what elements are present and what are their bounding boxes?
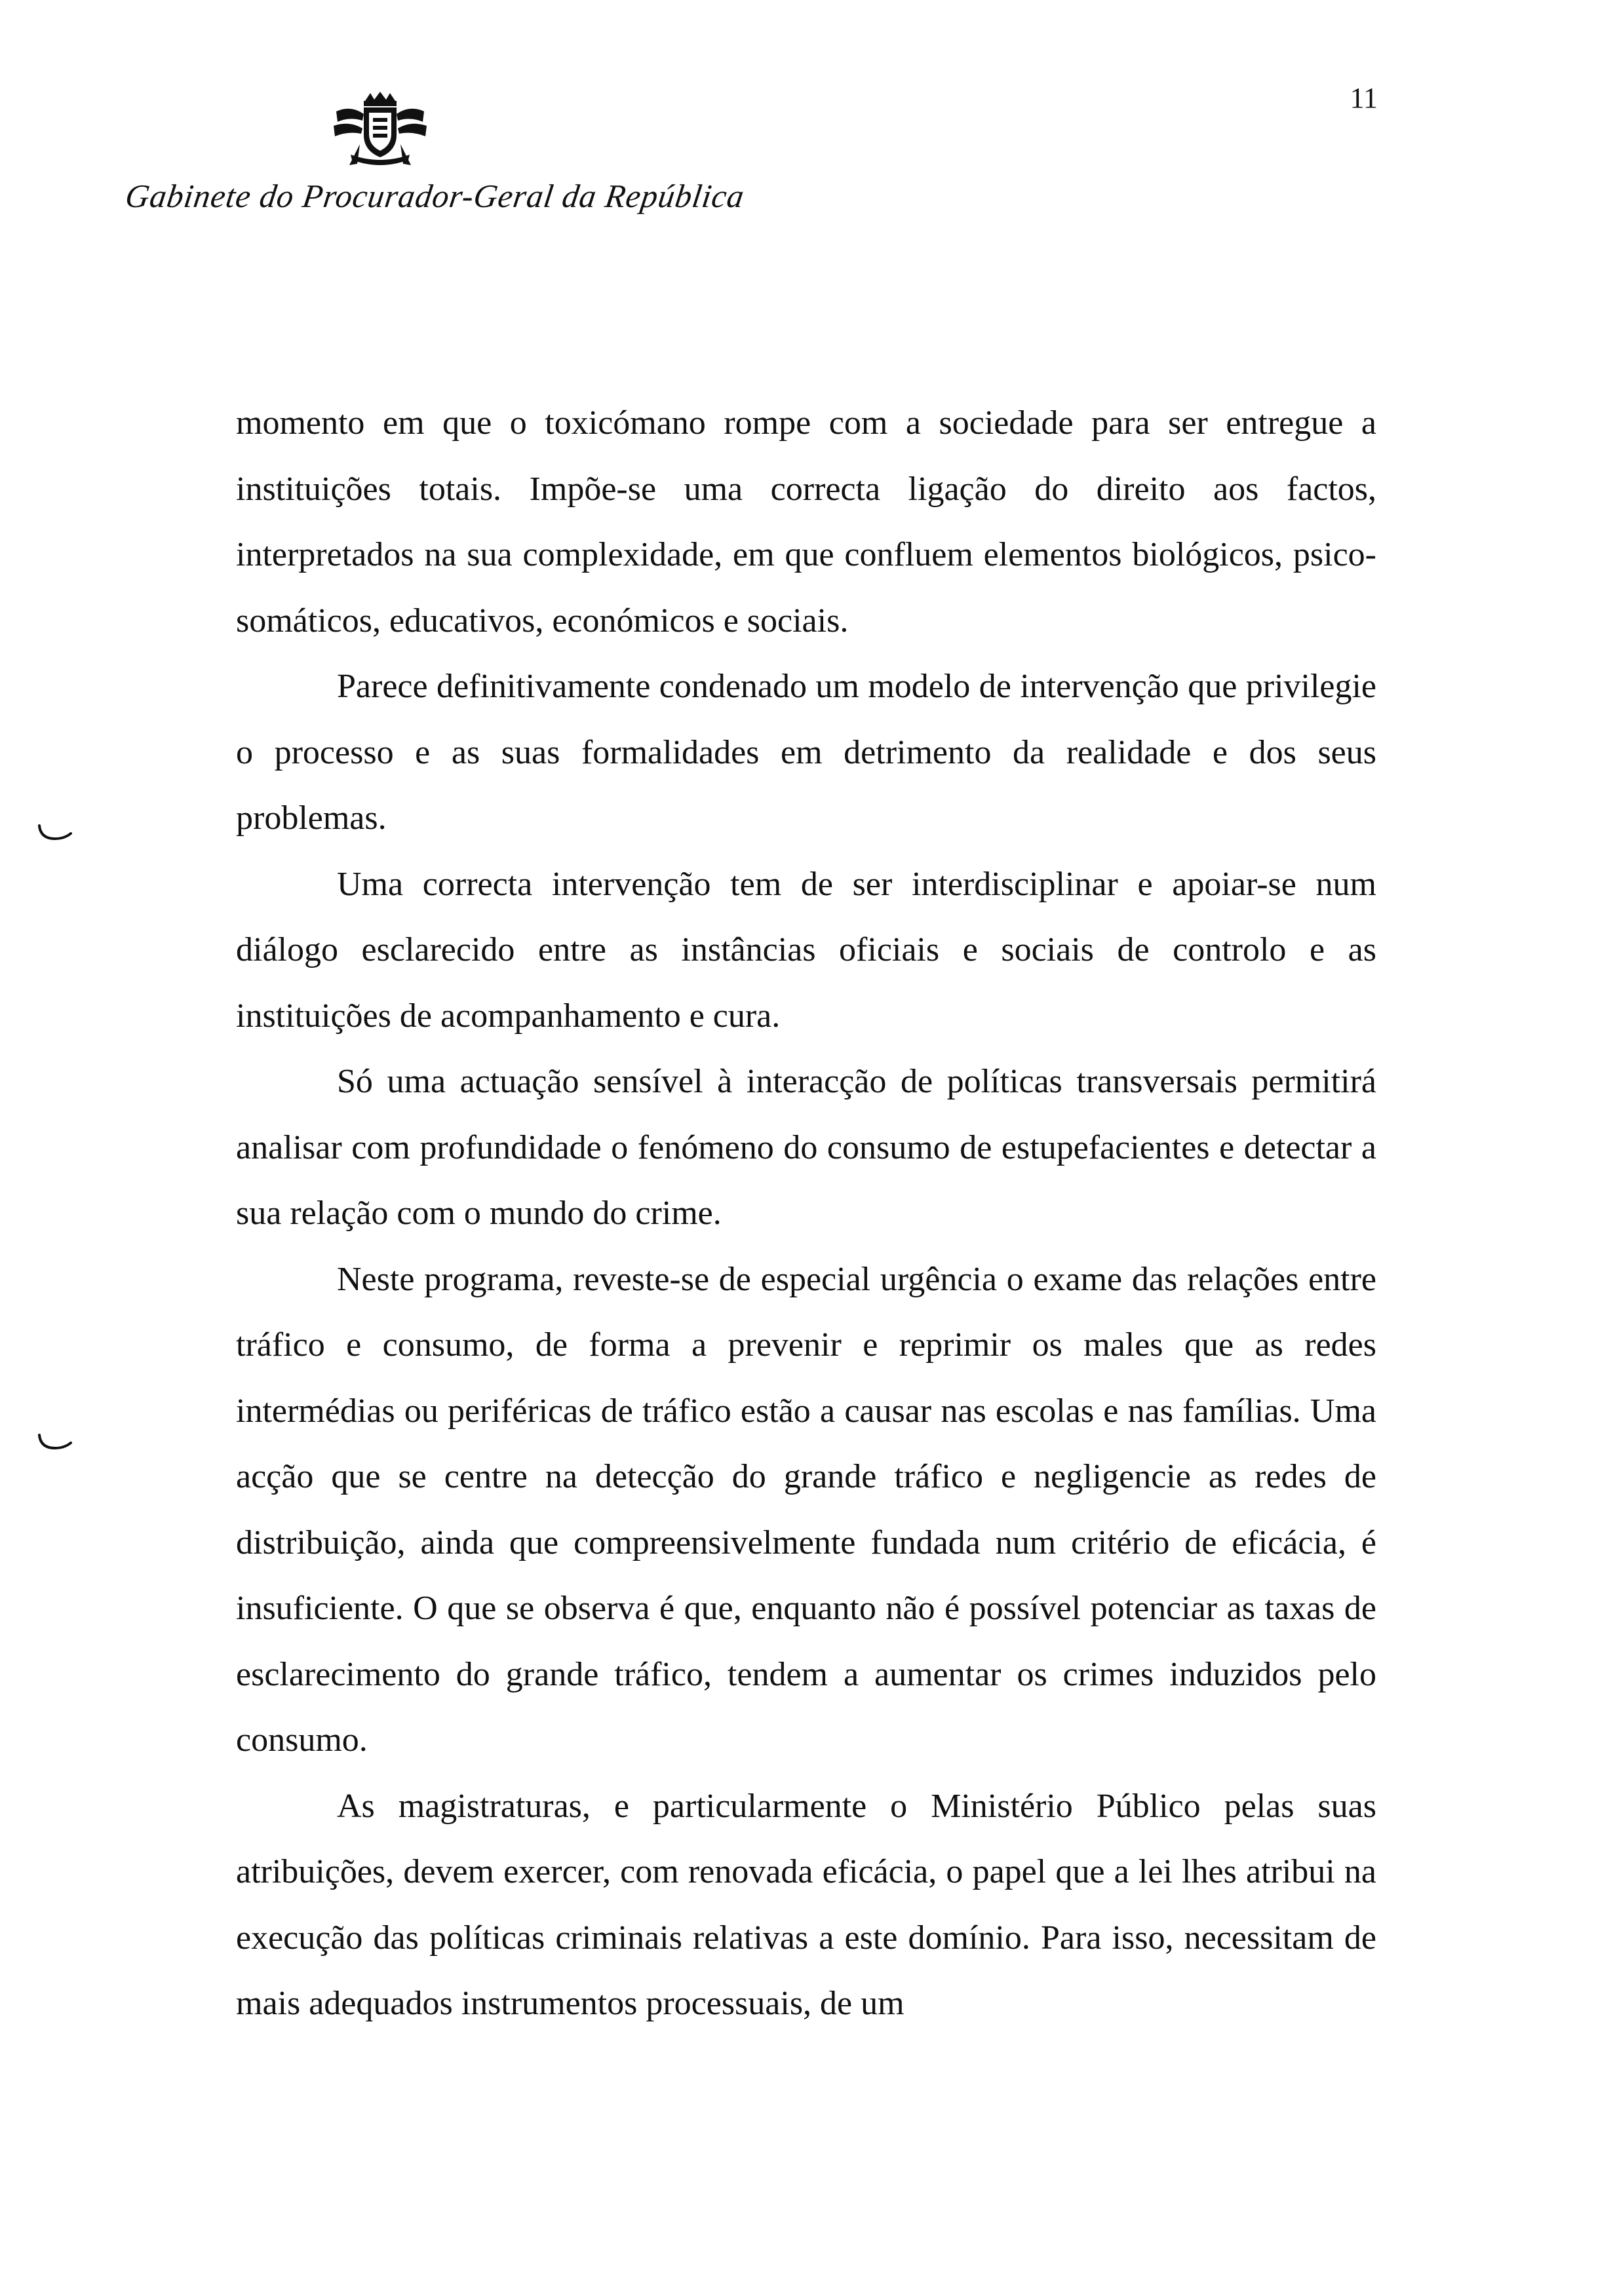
margin-mark bbox=[37, 823, 73, 843]
coat-of-arms-icon bbox=[331, 92, 429, 169]
letterhead-title: Gabinete do Procurador-Geral da República bbox=[123, 178, 747, 214]
margin-mark bbox=[37, 1432, 73, 1452]
paragraph: Neste programa, reveste-se de especial urgência o exame das relações entre tráfico e consumo, de forma a prevenir e reprimir os males que as redes intermédias ou periféricas de tráfico estão a causar nas escolas e nas famílias. Uma acção que se centre na detecção do grande tráfico e negligencie as redes de distribuição, ainda que compreensivelmente fundada num critério de eficácia, é insuficiente. O que se observa é que, enquanto não é possível potenciar as taxas de esclarecimento do grande tráfico, tendem a aumentar os crimes induzidos pelo consumo. bbox=[236, 1260, 1376, 1759]
paragraph: Uma correcta intervenção tem de ser interdisciplinar e apoiar-se num diálogo esclarecido entre as instâncias oficiais e sociais de controlo e as instituições de acompanhamento e cura. bbox=[236, 865, 1376, 1035]
paragraph: Parece definitivamente condenado um modelo de intervenção que privilegie o processo e as suas formalidades em detrimento da realidade e dos seus problemas. bbox=[236, 668, 1376, 837]
body-text bbox=[236, 391, 1376, 2037]
page-number: 11 bbox=[1350, 82, 1378, 114]
paragraph: momento em que o toxicómano rompe com a sociedade para ser entregue a instituições totais. Impõe-se uma correcta ligação do direito aos factos, interpretados na sua complexidade, em que confluem elementos biológicos, psico-somáticos, educativos, económicos e sociais. bbox=[236, 404, 1376, 640]
paragraph: Só uma actuação sensível à interacção de políticas transversais permitirá analisar com profundidade o fenómeno do consumo de estupefacientes e detectar a sua relação com o mundo do crime. bbox=[236, 1063, 1376, 1232]
paragraph: As magistraturas, e particularmente o Ministério Público pelas suas atribuições, devem exercer, com renovada eficácia, o papel que a lei lhes atribui na execução das políticas criminais relativas a este domínio. Para isso, necessitam de mais adequados instrumentos processuais, de um bbox=[236, 1787, 1376, 2022]
